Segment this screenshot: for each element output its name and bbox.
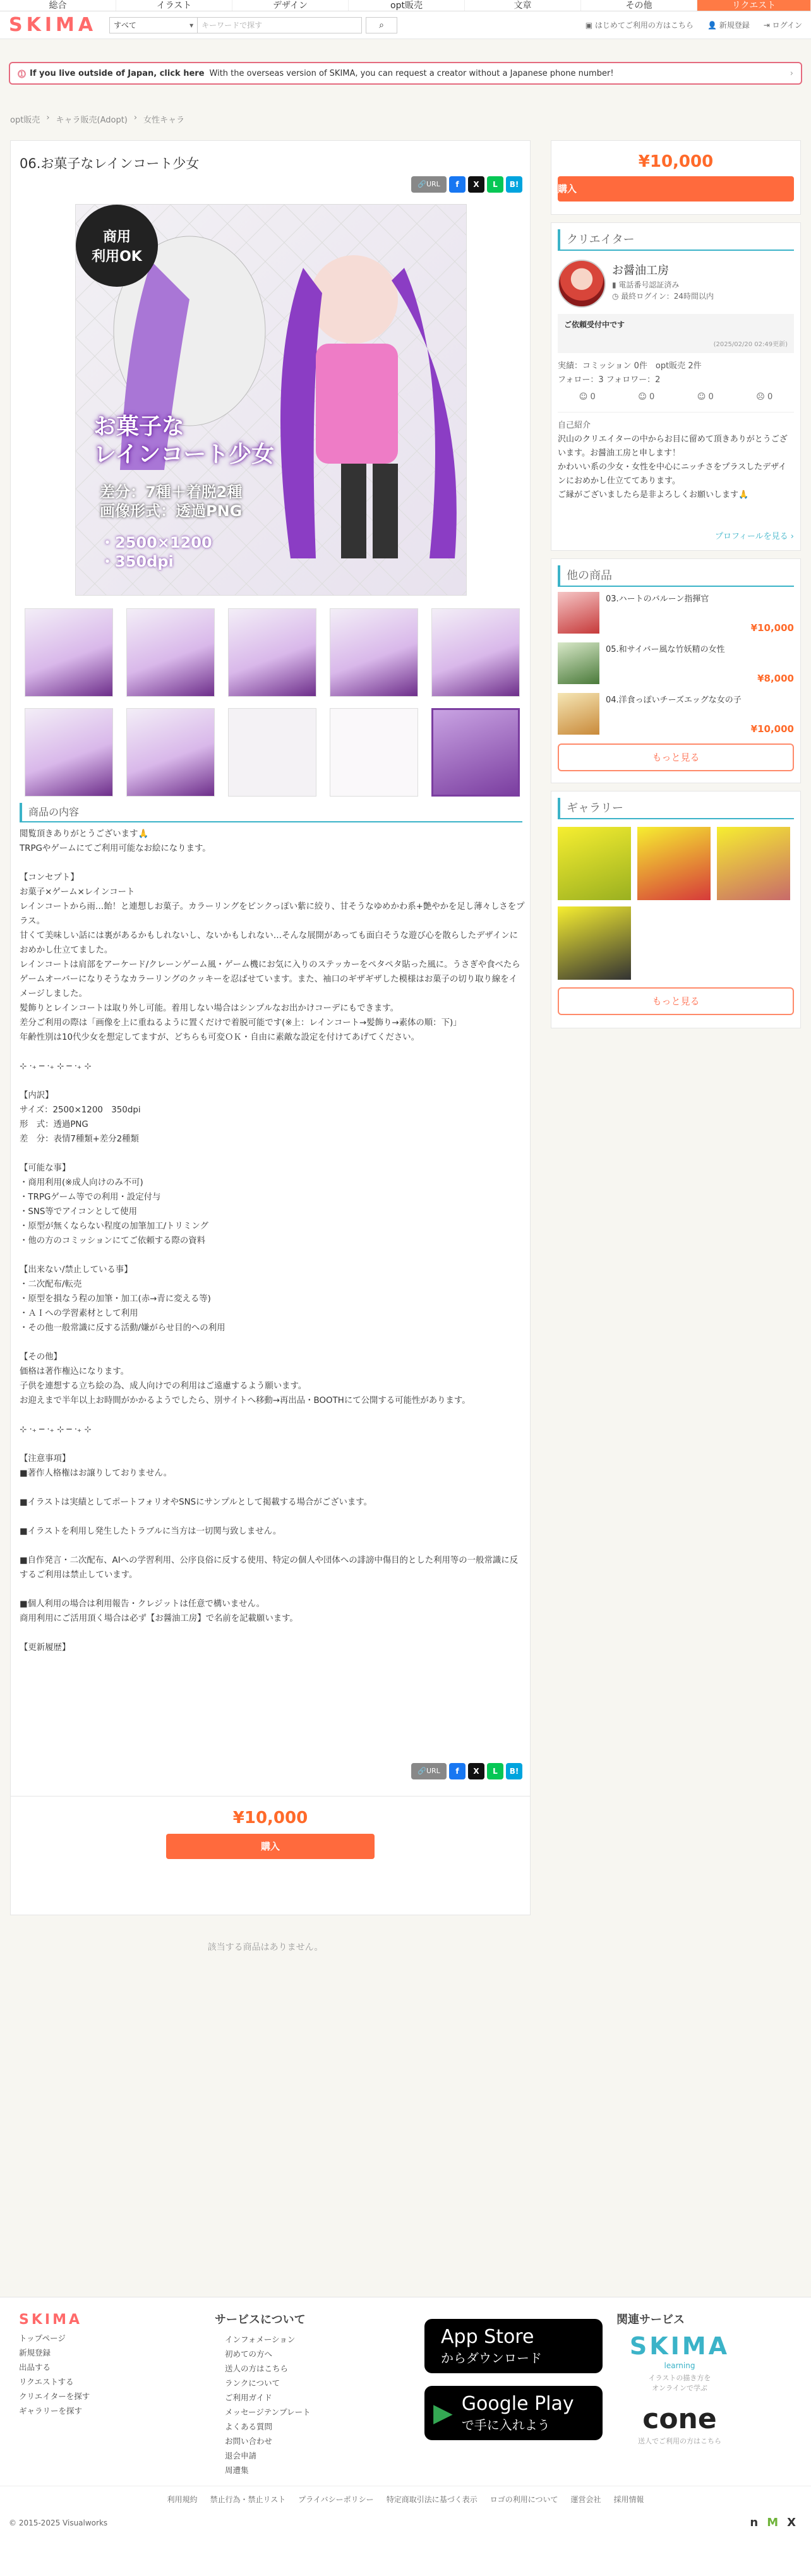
footer-bottom-link[interactable]: プライバシーポリシー xyxy=(298,2495,374,2504)
main-product-image[interactable] xyxy=(75,204,467,596)
help-link[interactable]: ▣ はじめてご利用の方はこちら xyxy=(585,21,694,30)
status-badge: ご依頼受付中です (2025/02/20 02:49更新) xyxy=(558,314,794,353)
footer-links-left xyxy=(19,2331,90,2418)
description-line: 【可能な事】 xyxy=(20,1164,71,1173)
list-item[interactable]: 03.ハートのバルーン指揮官 ¥10,000 xyxy=(558,592,794,637)
gallery-thumbnail[interactable] xyxy=(558,906,631,980)
description-line: 甘くて美味しい話には裏があるかもしれないし、ないかもしれない…そんな展開があっても面白そうな遊び心を散らしたデザインにおめかし仕立てました。 xyxy=(20,931,518,955)
footer-link[interactable]: 出品する xyxy=(19,2362,51,2372)
banner-text: With the overseas version of SKIMA, you can request a creator without a Japanese phone number! xyxy=(209,68,614,78)
avatar[interactable] xyxy=(558,260,606,308)
thumbnail[interactable] xyxy=(126,608,215,697)
description-line: ・SNS等でアイコンとして使用 xyxy=(20,1207,137,1217)
thumbnail-selected[interactable] xyxy=(431,708,520,797)
alert-icon: ⓵ xyxy=(18,69,27,80)
skima-learning-logo[interactable]: SKIMA xyxy=(629,2332,730,2360)
footer-bottom-link[interactable]: 採用情報 xyxy=(613,2495,644,2504)
note-icon[interactable]: n xyxy=(750,2516,759,2529)
facebook-icon[interactable]: f xyxy=(449,1763,466,1779)
description-line: ・原型が無くならない程度の加筆加工/トリミング xyxy=(20,1222,208,1231)
footer-bottom-link[interactable]: 運営会社 xyxy=(570,2495,601,2504)
footer-link[interactable]: トップページ xyxy=(19,2333,66,2343)
description-line: 【更新履歴】 xyxy=(20,1643,71,1652)
overseas-banner[interactable] xyxy=(9,62,802,85)
description-line: 形 式：透過PNG xyxy=(20,1120,88,1129)
list-item[interactable]: 04.洋食っぽいチーズエッグな女の子 ¥10,000 xyxy=(558,693,794,738)
breadcrumb-item[interactable]: 女性キャラ xyxy=(143,116,185,125)
description-line: ・原型を損なう程の加筆・加工(赤→青に変える等) xyxy=(20,1294,211,1304)
login-link[interactable]: ⇥ ログイン xyxy=(763,21,802,30)
description-line: 【内訳】 xyxy=(20,1091,54,1100)
footer-link[interactable]: 送人の方はこちら xyxy=(225,2364,289,2373)
thumbnail[interactable] xyxy=(25,608,113,697)
description-line: ■自作発言・二次配布、AIへの学習利用、公序良俗に反する使用、特定の個人や団体への誹謗中傷目的とした利用等の一般常識に反するご利用は禁止しています。 xyxy=(20,1556,519,1580)
description-line: 価格は著作権込になります。 xyxy=(20,1367,129,1376)
link-icon: 🔗 xyxy=(418,1767,426,1775)
sidebar-creator xyxy=(551,222,801,551)
smile-icon: ☺ xyxy=(579,392,591,402)
footer-links-service xyxy=(215,2332,311,2477)
sidebar-purchase xyxy=(551,140,801,215)
list-item[interactable]: 05.和サイバー風な竹妖精の女性 ¥8,000 xyxy=(558,642,794,688)
description-line xyxy=(20,1582,525,1597)
search-icon: ⌕ xyxy=(379,20,385,30)
description-line: 商用利用にご活用頂く場合は必ず【お醤油工房】で名前を記載願います。 xyxy=(20,1614,298,1623)
creator-name[interactable]: お醤油工房 xyxy=(612,264,669,277)
description-line xyxy=(20,1510,525,1524)
last-login: ◷ 最終ログイン：24時間以内 xyxy=(612,292,714,301)
description-line: ・TRPGゲーム等での利用・設定付与 xyxy=(20,1193,161,1202)
description-line: ■イラストを利用し発生したトラブルに当方は一切関与致しません。 xyxy=(20,1527,282,1536)
user-plus-icon: 👤 xyxy=(707,21,719,30)
nav-general[interactable]: 総合 xyxy=(0,0,116,11)
description-line: 【注意事項】 xyxy=(20,1454,71,1464)
description-line xyxy=(20,1481,525,1495)
sidebar-gallery xyxy=(551,791,801,1028)
footer-link[interactable]: お問い合わせ xyxy=(225,2436,273,2446)
description-line xyxy=(20,1626,525,1640)
footer-link[interactable]: 初めての方へ xyxy=(225,2349,273,2359)
thumbnail[interactable] xyxy=(25,708,113,797)
description-line xyxy=(20,1335,525,1350)
description-line: お菓子×ゲーム×レインコート xyxy=(20,888,135,897)
sidebar-buy-button[interactable]: 購入 xyxy=(558,176,794,202)
description-line: ■著作人格権はお譲りしておりません。 xyxy=(20,1469,172,1478)
hero-spec: ・2500×1200 ・350dpi xyxy=(100,534,212,570)
profile-link[interactable]: プロフィールを見る › xyxy=(714,532,794,541)
footer-link[interactable]: インフォメーション xyxy=(225,2335,296,2344)
gallery-thumbnail[interactable] xyxy=(637,827,711,900)
nav-illust[interactable]: イラスト xyxy=(116,0,232,11)
buy-button[interactable]: 購入 xyxy=(166,1834,375,1859)
site-footer: SKIMA トップページ 新規登録 出品する リクエストする クリエイターを探す ギャラリーを探す サービスについて インフォメーション 初めての方へ 送人の方はこちら ランクについて ご利用ガイド メッセージテンプレート よくある質問 お問い合わせ 退会申請 周遭集 App Store からダウンロード ▶ Google Play で手に入れよう 関連サービス SKIMA learning イラストの描き方を オンラインで学ぶ cone 送人でご利用の方はこちら 利用規約 禁止行為・禁止リスト プライバシーポリシー 特定商取引法に基づく表示 ロゴの利用について 運営会社 採用情報 © 2015-2025 Visualworks n M X xyxy=(0,2297,811,2576)
footer-link[interactable]: 退会申請 xyxy=(225,2451,257,2460)
hero-title: お菓子な レインコート少女 xyxy=(93,414,275,467)
description-line: 【出来ない/禁止している事】 xyxy=(20,1265,133,1275)
search-category-select[interactable]: すべて ▾ xyxy=(109,17,198,33)
description-line: ・その他一般常識に反する活動/嫌がらせ目的への利用 xyxy=(20,1323,225,1333)
thumbnail[interactable] xyxy=(126,708,215,797)
description-line xyxy=(20,1147,525,1161)
copy-url-button[interactable]: 🔗URL xyxy=(411,176,447,193)
description-line: ■イラストは実績としてポートフォリオやSNSにサンプルとして掲載する場合がございます。 xyxy=(20,1498,373,1507)
hatena-icon[interactable]: B! xyxy=(506,176,522,193)
footer-related-heading: 関連サービス xyxy=(616,2313,685,2326)
footer-link[interactable]: 周遭集 xyxy=(225,2465,249,2475)
thumbnail[interactable] xyxy=(330,708,418,797)
description-line: 子供を連想する立ち絵の為、成人向けでの利用はご遠慮するよう願います。 xyxy=(20,1381,307,1391)
gallery-thumbnail[interactable] xyxy=(558,827,631,900)
others-heading: 他の商品 xyxy=(558,565,794,587)
cone-logo[interactable]: cone xyxy=(642,2403,717,2435)
commercial-badge: 商用 利用OK xyxy=(76,205,158,287)
line-icon[interactable]: L xyxy=(487,1763,503,1779)
line-icon[interactable]: L xyxy=(487,176,503,193)
nav-opt[interactable]: opt販売 xyxy=(349,0,465,11)
nav-design[interactable]: デザイン xyxy=(232,0,349,11)
phone-icon: ▮ xyxy=(612,280,619,289)
description-line: ・商用利用(※成人向けのみ不可) xyxy=(20,1178,143,1188)
x-icon[interactable]: X xyxy=(468,176,484,193)
thumbnail-row-1 xyxy=(25,608,520,697)
smile-icon: ☺ xyxy=(638,392,649,402)
nav-text[interactable]: 文章 xyxy=(465,0,581,11)
hatena-icon[interactable]: B! xyxy=(506,1763,522,1779)
description-line: ・二次配布/転売 xyxy=(20,1280,82,1289)
banner-bold: If you live outside of Japan, click here xyxy=(30,68,205,78)
search-button[interactable] xyxy=(366,17,397,33)
share-buttons xyxy=(411,176,522,193)
share-buttons-bottom xyxy=(411,1763,522,1779)
description-line: ⊹ ‧₊ ─ ‧₊ ⊹ ─ ‧₊ ⊹ xyxy=(20,1425,92,1435)
copyright: © 2015-2025 Visualworks xyxy=(9,2519,108,2527)
login-icon: ⇥ xyxy=(763,21,772,30)
gallery-thumbnail[interactable] xyxy=(717,827,790,900)
top-category-nav xyxy=(0,0,811,11)
breadcrumb: opt販売 › キャラ販売(Adopt) › 女性キャラ xyxy=(10,113,185,125)
sidebar-price: ¥10,000 xyxy=(638,152,714,171)
header-links xyxy=(586,20,802,30)
description-line: レインコートは肩部をアーケード/クレーンゲーム風・ゲーム機にお気に入りのステッカーをペタペタ貼った風に。うさぎや食べたらゲームオーバーになりそうなカラーリングのクッキーを忍ばせています。また、袖口のギザギザした模様はお菓子の切り取り線をイメージしました。 xyxy=(20,960,520,999)
footer-link[interactable]: メッセージテンプレート xyxy=(225,2407,311,2417)
intro-text: 沢山のクリエイターの中からお目に留めて頂きありがとうございます。お醤油工房と申します！ かわいい系の少女・女性を中心にニッチさをプラスしたデザインにおめかし仕立ててあります。 ご縁がございましたら是非よろしくお願いします🙏 xyxy=(558,435,788,500)
copy-url-button[interactable]: 🔗URL xyxy=(411,1763,447,1779)
price: ¥10,000 xyxy=(232,1809,308,1827)
description-line: 【その他】 xyxy=(20,1352,62,1362)
thumbnail[interactable] xyxy=(228,708,316,797)
appstore-badge[interactable]: App Store からダウンロード xyxy=(424,2319,603,2373)
description-line: 年齢性別は10代少女を想定してますが、どちらも可変ＯＫ・自由に素敵な設定を付けてあげてください。 xyxy=(20,1033,420,1042)
section-heading: 商品の内容 xyxy=(20,803,522,822)
more-gallery-button[interactable]: もっと見る xyxy=(558,987,794,1015)
product-thumbnail xyxy=(558,592,599,634)
social-icons xyxy=(750,2516,796,2529)
empty-related: 該当する商品はありません。 xyxy=(207,1942,323,1953)
site-logo[interactable]: SKIMA xyxy=(9,14,97,36)
breadcrumb-item[interactable]: opt販売 xyxy=(10,116,40,125)
footer-bottom-link[interactable]: ロゴの利用について xyxy=(490,2495,558,2504)
chevron-right-icon: › xyxy=(790,68,793,78)
misskey-icon[interactable]: M xyxy=(767,2516,779,2529)
page-title: 06.お菓子なレインコート少女 xyxy=(20,156,200,171)
footer-link[interactable]: ギャラリーを探す xyxy=(19,2406,83,2416)
thumbnail[interactable] xyxy=(431,608,520,697)
description-line: 差分ご利用の際は「画像を上に重ねるように置くだけで着脱可能です(※上：レインコート→髪飾り→素体の順：下)」 xyxy=(20,1018,462,1028)
hero-sub: 差分：7種＋着脱2種 画像形式：透過PNG xyxy=(100,483,243,520)
gallery-grid xyxy=(558,827,794,980)
clock-icon: ◷ xyxy=(612,292,622,301)
gallery-heading: ギャラリー xyxy=(558,798,794,819)
help-icon: ▣ xyxy=(585,21,595,30)
x-icon[interactable]: X xyxy=(468,1763,484,1779)
link-icon: 🔗 xyxy=(418,180,426,188)
intro-label: 自己紹介 xyxy=(558,421,591,430)
facebook-icon[interactable]: f xyxy=(449,176,466,193)
footer-link[interactable]: リクエストする xyxy=(19,2377,74,2386)
footer-service-heading: サービスについて xyxy=(215,2313,306,2326)
description-line xyxy=(20,1074,525,1088)
description-line: 【コンセプト】 xyxy=(20,873,79,882)
site-header xyxy=(0,11,811,39)
creator-stats: 実績：コミッション 0件 opt販売 2件 xyxy=(558,361,702,371)
footer-link[interactable]: クリエイターを探す xyxy=(19,2392,90,2401)
register-link[interactable]: 👤 新規登録 xyxy=(707,21,750,30)
description-line: レインコートから雨…飴！と連想しお菓子。カラーリングをピンクっぽい紫に絞り、甘そうなゆめかわ系+艶やかを足し薄々しさをプラス。 xyxy=(20,902,525,926)
description-line: サイズ：2500×1200 350dpi xyxy=(20,1105,141,1115)
description-line: 閲覧頂きありがとうございます🙏 xyxy=(20,829,149,839)
description-line: ■個人利用の場合は利用報告・クレジットは任意で構いません。 xyxy=(20,1599,265,1609)
product-description xyxy=(20,827,525,1655)
thumbnail[interactable] xyxy=(330,608,418,697)
breadcrumb-item[interactable]: キャラ販売(Adopt) xyxy=(56,116,128,125)
description-line xyxy=(20,1045,525,1059)
description-line: ⊹ ‧₊ ─ ‧₊ ⊹ ─ ‧₊ ⊹ xyxy=(20,1062,92,1071)
description-line xyxy=(20,856,525,870)
bottom-purchase xyxy=(11,1809,530,1859)
footer-bottom-link[interactable]: 利用規約 xyxy=(167,2495,198,2504)
more-products-button[interactable]: もっと見る xyxy=(558,743,794,771)
thumbnail[interactable] xyxy=(228,608,316,697)
product-thumbnail xyxy=(558,693,599,735)
description-line: ・ＡＩへの学習素材として利用 xyxy=(20,1309,138,1318)
footer-logo[interactable]: SKIMA xyxy=(19,2312,82,2328)
description-line: お迎えまで半年以上お時間がかかるようでしたら、別サイトへ移動→再出品・BOOTHにて公開する可能性があります。 xyxy=(20,1396,471,1405)
follow-stats: フォロー：3 フォロワー：2 xyxy=(558,375,661,385)
play-icon: ▶ xyxy=(433,2398,453,2428)
rating-row: ☺ 0 ☺ 0 ☺ 0 ☹ 0 xyxy=(579,392,773,402)
description-line: ・他の方のコミッションにてご依頼する際の資料 xyxy=(20,1236,206,1246)
description-line xyxy=(20,1248,525,1263)
search-bar xyxy=(109,17,397,33)
description-line: 髪飾りとレインコートは取り外し可能。着用しない場合はシンプルなお出かけコーデにもできます。 xyxy=(20,1004,399,1013)
search-input[interactable]: キーワードで探す xyxy=(198,17,362,33)
description-line: 差 分：表情7種類+差分2種類 xyxy=(20,1135,139,1144)
description-line xyxy=(20,1539,525,1553)
description-line xyxy=(20,1408,525,1423)
footer-link[interactable]: ご利用ガイド xyxy=(225,2393,272,2402)
nav-request-button[interactable]: リクエスト xyxy=(697,0,811,11)
nav-other[interactable]: その他 xyxy=(581,0,697,11)
sad-icon: ☹ xyxy=(756,392,767,402)
description-line xyxy=(20,1437,525,1452)
neutral-icon: ☺ xyxy=(697,392,709,402)
footer-link[interactable]: よくある質問 xyxy=(225,2422,273,2431)
googleplay-badge[interactable]: ▶ Google Play で手に入れよう xyxy=(424,2386,603,2440)
footer-bottom-link[interactable]: 特定商取引法に基づく表示 xyxy=(386,2495,478,2504)
sidebar-other-products xyxy=(551,558,801,783)
product-thumbnail xyxy=(558,642,599,684)
footer-link[interactable]: 新規登録 xyxy=(19,2348,51,2357)
footer-bottom-link[interactable]: 禁止行為・禁止リスト xyxy=(210,2495,286,2504)
product-panel xyxy=(10,140,531,1915)
creator-heading: クリエイター xyxy=(558,229,794,251)
thumbnail-row-2 xyxy=(25,708,520,797)
verified-text: ▮ 電話番号認証済み xyxy=(612,280,680,289)
description-line: TRPGやゲームにてご利用可能なお絵になります。 xyxy=(20,844,211,853)
footer-link[interactable]: ランクについて xyxy=(225,2378,280,2388)
x-icon[interactable]: X xyxy=(787,2516,796,2529)
footer-bottom-links xyxy=(0,2486,811,2505)
